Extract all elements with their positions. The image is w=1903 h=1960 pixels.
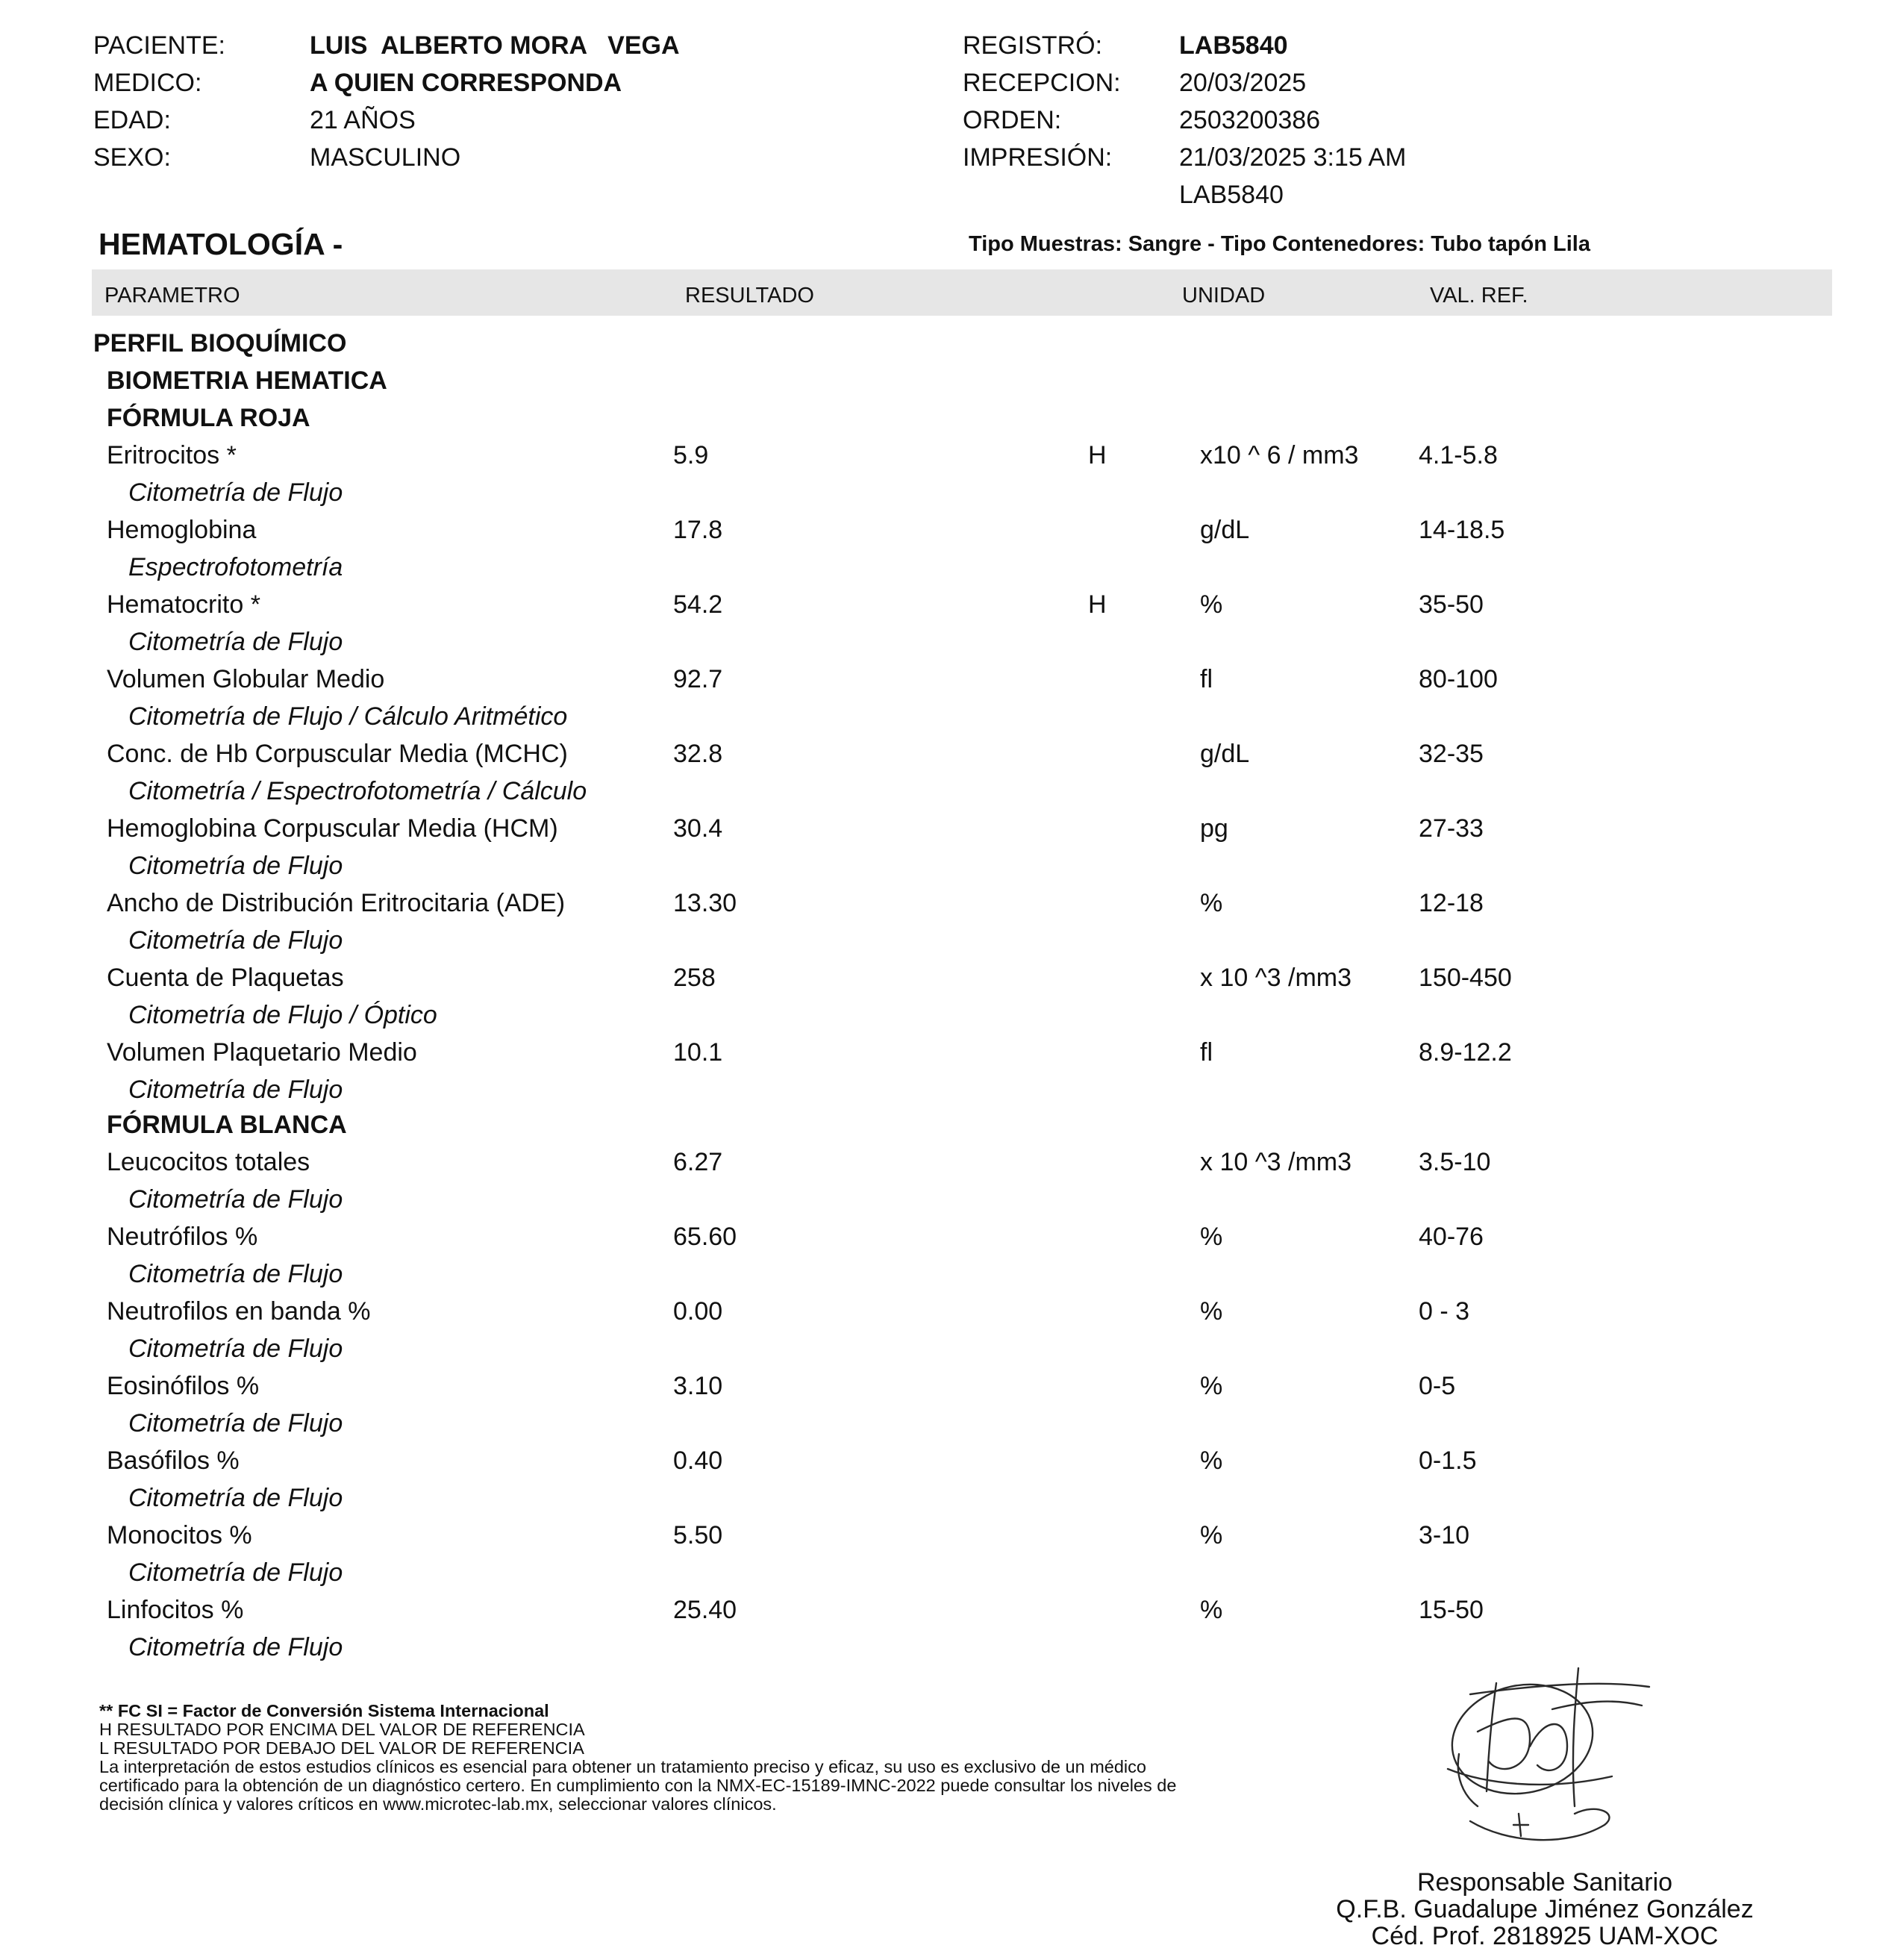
test-reference-range: 150-450 [1419,964,1512,992]
test-name: Hematocrito * [107,590,260,619]
test-result: 65.60 [673,1223,737,1251]
test-unit: x 10 ^3 /mm3 [1200,964,1352,992]
note-high: H RESULTADO POR ENCIMA DEL VALOR DE REFERENCIA [99,1720,585,1739]
test-reference-range: 0 - 3 [1419,1297,1470,1326]
test-result: 92.7 [673,665,723,693]
test-reference-range: 35-50 [1419,590,1484,619]
doctor-name: A QUIEN CORRESPONDA [310,69,622,97]
test-unit: g/dL [1200,516,1250,544]
test-unit: x 10 ^3 /mm3 [1200,1148,1352,1176]
handwritten-signature [1418,1664,1672,1858]
test-method: Citometría de Flujo [128,1633,343,1661]
column-header-reference: VAL. REF. [1430,284,1528,308]
column-header-unit: UNIDAD [1182,284,1266,308]
test-name: Monocitos % [107,1521,252,1549]
test-name: Conc. de Hb Corpuscular Media (MCHC) [107,740,568,768]
age-label: EDAD: [93,106,171,134]
test-name: Volumen Globular Medio [107,665,385,693]
test-reference-range: 14-18.5 [1419,516,1505,544]
test-result: 0.00 [673,1297,723,1326]
patient-label: PACIENTE: [93,31,225,60]
test-result: 6.27 [673,1148,723,1176]
test-result: 54.2 [673,590,723,619]
reception-date: 20/03/2025 [1179,69,1307,97]
column-header-result: RESULTADO [685,284,814,308]
test-name: Leucocitos totales [107,1148,310,1176]
column-header-bar [92,269,1832,316]
sex-value: MASCULINO [310,143,461,172]
test-unit: % [1200,889,1223,917]
printed-label: IMPRESIÓN: [963,143,1113,172]
test-result: 13.30 [673,889,737,917]
test-reference-range: 0-5 [1419,1372,1456,1400]
test-method: Citometría de Flujo [128,1335,343,1363]
test-unit: % [1200,1372,1223,1400]
test-reference-range: 8.9-12.2 [1419,1038,1512,1067]
test-unit: % [1200,1223,1223,1251]
test-name: Linfocitos % [107,1596,244,1624]
note-disclaimer-2: certificado para la obtención de un diagnóstico certero. En cumplimiento con la NMX-EC-15189-IMNC-2022 puede consultar los niveles de [99,1776,1177,1795]
test-reference-range: 27-33 [1419,814,1484,843]
test-unit: % [1200,1596,1223,1624]
sex-label: SEXO: [93,143,171,172]
sample-info: Tipo Muestras: Sangre - Tipo Contenedores: Tubo tapón Lila [969,232,1590,256]
order-number: 2503200386 [1179,106,1321,134]
test-method: Espectrofotometría [128,553,343,581]
test-name: Cuenta de Plaquetas [107,964,344,992]
test-name: Neutrofilos en banda % [107,1297,371,1326]
test-method: Citometría de Flujo [128,926,343,955]
test-method: Citometría de Flujo [128,478,343,507]
test-flag: H [1088,590,1107,619]
test-method: Citometría de Flujo [128,1558,343,1587]
group-heading-profile: PERFIL BIOQUÍMICO [93,329,347,358]
group-heading-red-formula: FÓRMULA ROJA [107,404,310,432]
patient-name: LUIS ALBERTO MORA VEGA [310,31,680,60]
test-unit: fl [1200,665,1213,693]
test-reference-range: 4.1-5.8 [1419,441,1498,469]
test-result: 258 [673,964,716,992]
test-name: Ancho de Distribución Eritrocitaria (ADE) [107,889,566,917]
test-method: Citometría de Flujo / Cálculo Aritmético [128,702,568,731]
test-unit: x10 ^ 6 / mm3 [1200,441,1359,469]
test-method: Citometría de Flujo [128,852,343,880]
test-result: 3.10 [673,1372,723,1400]
test-unit: % [1200,590,1223,619]
note-fc-si: ** FC SI = Factor de Conversión Sistema Internacional [99,1701,549,1720]
test-reference-range: 3-10 [1419,1521,1470,1549]
test-result: 0.40 [673,1446,723,1475]
section-title: HEMATOLOGÍA - [99,227,343,261]
printed-by: LAB5840 [1179,181,1284,209]
test-name: Neutrófilos % [107,1223,258,1251]
test-method: Citometría de Flujo / Óptico [128,1001,437,1029]
test-result: 10.1 [673,1038,723,1067]
test-method: Citometría de Flujo [128,1409,343,1438]
test-unit: % [1200,1521,1223,1549]
test-reference-range: 80-100 [1419,665,1498,693]
test-result: 17.8 [673,516,723,544]
note-disclaimer-1: La interpretación de estos estudios clínicos es esencial para obtener un tratamiento preciso y eficaz, su uso es exclusivo de un médico [99,1757,1146,1776]
signature-license: Céd. Prof. 2818925 UAM-XOC [1371,1922,1719,1950]
group-heading-white-formula: FÓRMULA BLANCA [107,1111,347,1139]
test-method: Citometría de Flujo [128,1484,343,1512]
test-reference-range: 0-1.5 [1419,1446,1477,1475]
test-reference-range: 40-76 [1419,1223,1484,1251]
doctor-label: MEDICO: [93,69,202,97]
registered-label: REGISTRÓ: [963,31,1103,60]
test-result: 25.40 [673,1596,737,1624]
test-name: Basófilos % [107,1446,240,1475]
test-flag: H [1088,441,1107,469]
reception-label: RECEPCION: [963,69,1121,97]
test-unit: % [1200,1446,1223,1475]
test-unit: % [1200,1297,1223,1326]
test-result: 5.9 [673,441,709,469]
test-reference-range: 15-50 [1419,1596,1484,1624]
test-method: Citometría de Flujo [128,1260,343,1288]
age-value: 21 AÑOS [310,106,416,134]
signature-role: Responsable Sanitario [1416,1868,1673,1897]
test-name: Volumen Plaquetario Medio [107,1038,417,1067]
group-heading-biometry: BIOMETRIA HEMATICA [107,366,387,395]
note-low: L RESULTADO POR DEBAJO DEL VALOR DE REFERENCIA [99,1738,584,1758]
test-unit: pg [1200,814,1228,843]
test-reference-range: 3.5-10 [1419,1148,1491,1176]
test-name: Hemoglobina [107,516,257,544]
test-unit: fl [1200,1038,1213,1067]
test-name: Eritrocitos * [107,441,237,469]
column-header-parameter: PARAMETRO [104,284,240,308]
printed-datetime: 21/03/2025 3:15 AM [1179,143,1407,172]
test-reference-range: 32-35 [1419,740,1484,768]
test-method: Citometría de Flujo [128,1076,343,1104]
note-disclaimer-3: decisión clínica y valores críticos en www.microtec-lab.mx, seleccionar valores clínicos. [99,1794,777,1814]
registered-value: LAB5840 [1179,31,1288,60]
test-unit: g/dL [1200,740,1250,768]
test-method: Citometría / Espectrofotometría / Cálculo [128,777,587,805]
signature-name: Q.F.B. Guadalupe Jiménez González [1336,1895,1754,1923]
test-result: 32.8 [673,740,723,768]
test-name: Eosinófilos % [107,1372,260,1400]
order-label: ORDEN: [963,106,1062,134]
test-name: Hemoglobina Corpuscular Media (HCM) [107,814,558,843]
test-result: 5.50 [673,1521,723,1549]
test-result: 30.4 [673,814,723,843]
test-method: Citometría de Flujo [128,628,343,656]
test-reference-range: 12-18 [1419,889,1484,917]
test-method: Citometría de Flujo [128,1185,343,1214]
